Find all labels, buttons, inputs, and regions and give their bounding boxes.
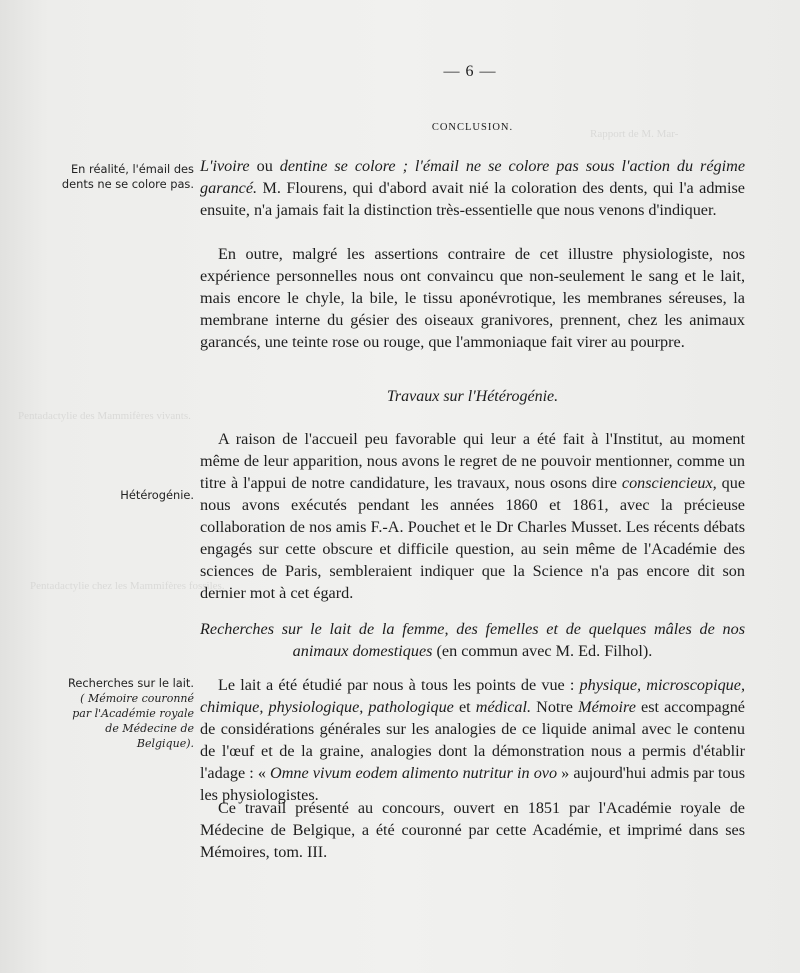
text: » aujourd'hui admis par tous les physiologistes.: [200, 764, 745, 804]
text-italic: Mémoire: [578, 698, 636, 716]
text: En outre, malgré les assertions contraire de cet illustre physiologiste, nos expérience personnelles nous ont convaincu que non-seulement le sang et le lait, mais encore le chyle, la bile, le tissu aponévrotique, les membranes séreuses, la membrane interne du gésier des oiseaux granivores, prennent, chez les animaux garancés, une teinte rose ou rouge, que l'ammoniaque fait virer au pourpre.: [200, 245, 745, 351]
text-italic: médical.: [475, 698, 532, 716]
margin-note-lait: [58, 676, 194, 751]
page-number: — 6 —: [443, 63, 497, 80]
text-italic: dentine se colore ; l'émail ne se colore pas sous l'action du régime garancé.: [200, 157, 746, 197]
text-italic: Recherches sur le lait de la femme, des femelles et de quelques mâles de nos animaux domestiques: [200, 620, 745, 660]
text-italic: physique, microscopique, chimique, physiologique, pathologique: [200, 676, 746, 716]
margin-note-ivory: En réalité, l'émail des dents ne se colore pas.: [61, 162, 194, 191]
text: que nous avons exécutés pendant les années 1860 et 1861, avec la précieuse collaboration de nos amis F.-A. Pouchet et le Dr Charles Musset. Les récents débats engagés sur cette obscure et difficile question, au sein même de l'Académie des sciences de Paris, sembleraient indiquer que la Science n'a pas encore dit son dernier mot à cet égard.: [200, 474, 745, 602]
text: Notre: [531, 698, 579, 716]
paragraph-lait: [200, 674, 745, 806]
margin-note-lait-detail: ( Mémoire couronné par l'Académie royale de Médecine de Belgique).: [72, 692, 194, 750]
paragraph-assertions: [200, 243, 745, 353]
subheading-lait: [200, 618, 745, 662]
paragraph-concours: [200, 797, 745, 863]
text: (en commun avec M. Ed. Filhol).: [432, 642, 653, 660]
bleed-through-text: Pentadactylie des Mammifères vivants.: [18, 410, 191, 422]
text-italic: L'ivoire: [200, 157, 250, 175]
text: ou: [249, 157, 280, 175]
text-italic: consciencieux,: [621, 474, 717, 492]
paragraph-heterogenie: [200, 428, 745, 604]
bleed-through-text: Rapport de M. Mar-: [590, 128, 679, 140]
subheading-heterogenie: Travaux sur l'Hétérogénie.: [386, 388, 559, 405]
margin-note-lait-title: Recherches sur le lait.: [67, 676, 194, 690]
text: et: [453, 698, 476, 716]
text: A raison de l'accueil peu favorable qui leur a été fait à l'Institut, au moment même de leur apparition, nous avons le regret de ne pouvoir mentionner, comme un titre à l'appui de notre candidature, les travaux, nous osons dire: [200, 430, 745, 492]
bleed-through-text: Pentadactylie chez les Mammifères fossiles.: [30, 580, 225, 592]
text: Ce travail présenté au concours, ouvert en 1851 par l'Académie royale de Médecine de Belgique, a été couronné par cette Académie, et imprimé dans ses Mémoires, tom. III.: [200, 799, 745, 861]
section-title: CONCLUSION.: [431, 122, 514, 133]
paragraph-ivory: [200, 155, 745, 221]
text: Le lait a été étudié par nous à tous les points de vue :: [218, 676, 580, 694]
text-italic: Omne vivum eodem alimento nutritur in ovo: [270, 764, 558, 782]
text: est accompagné de considérations générales sur les analogies de ce liquide animal avec le contenu de l'œuf et de la graine, analogies dont la démonstration nous a permis d'établir l'adage : «: [200, 698, 745, 782]
margin-note-heterogenie: Hétérogénie.: [120, 488, 194, 502]
text: M. Flourens, qui d'abord avait nié la coloration des dents, qui l'a admise ensuite, n'a jamais fait la distinction très-essentielle que nous venons d'indiquer.: [200, 179, 745, 219]
